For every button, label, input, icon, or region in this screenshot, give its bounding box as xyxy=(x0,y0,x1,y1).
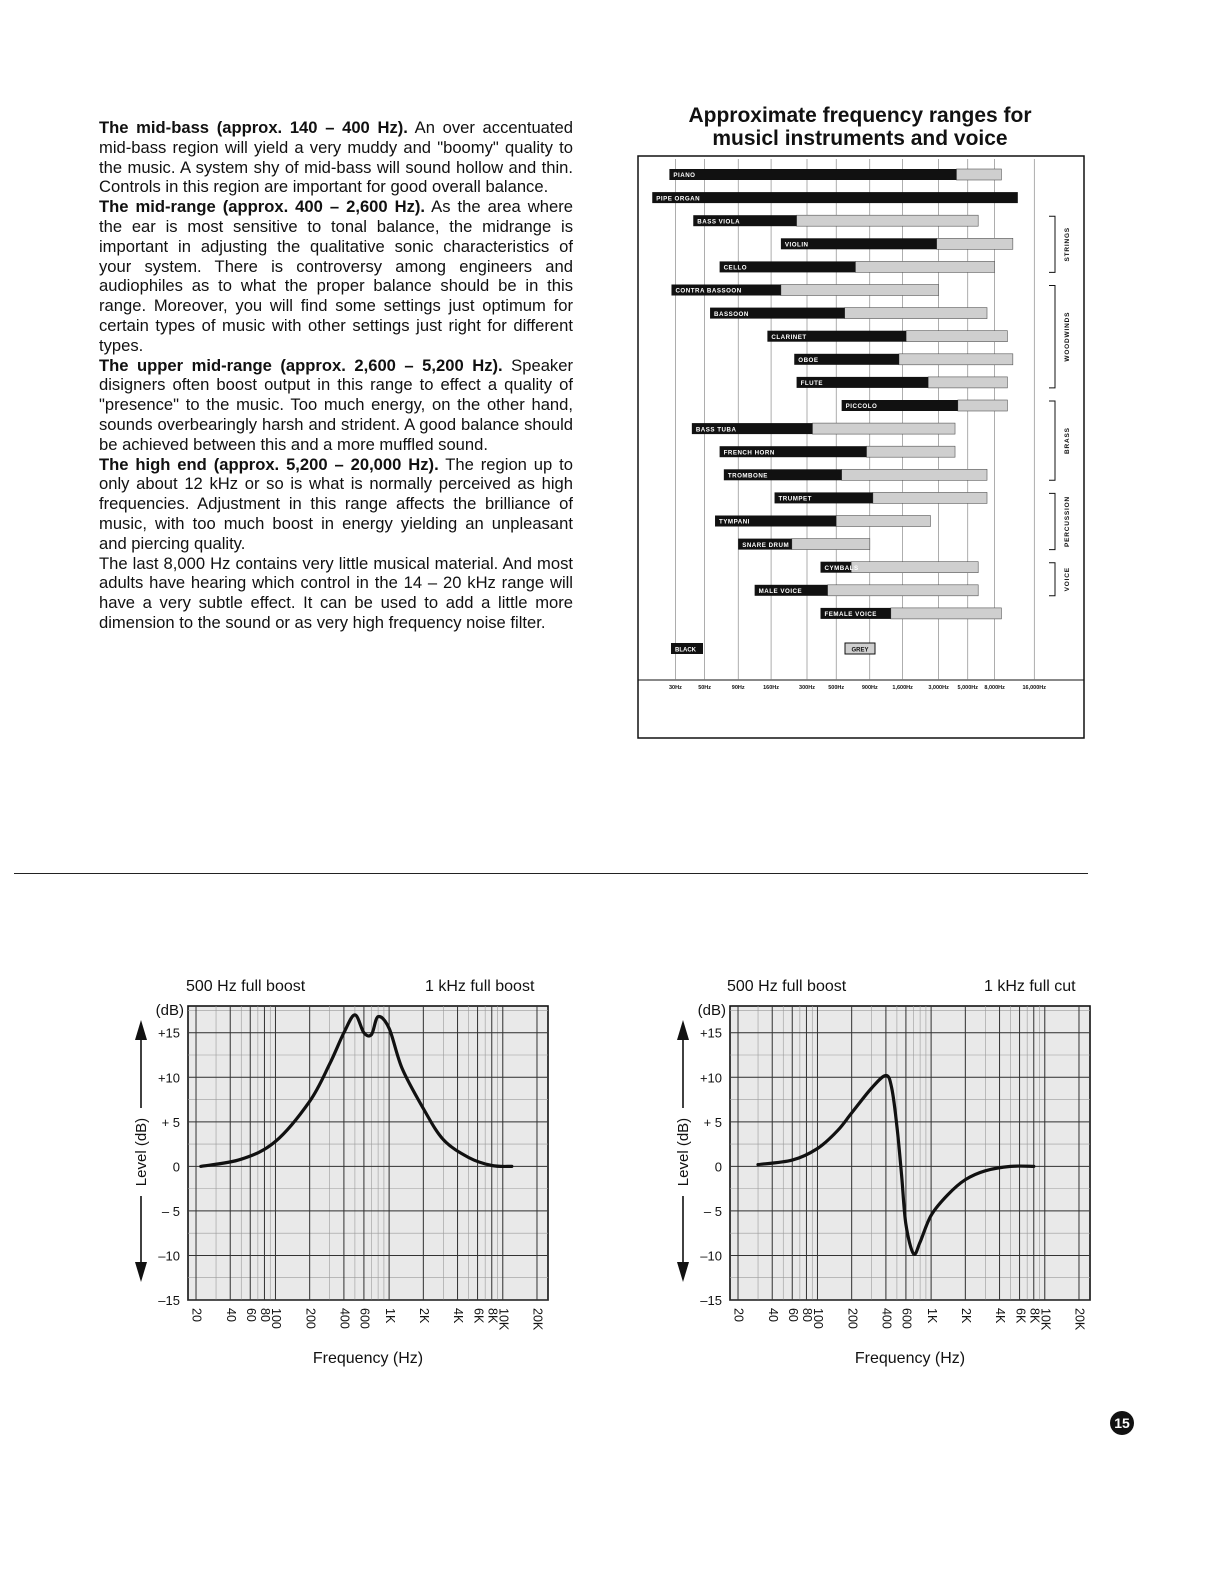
section-body: The region up to only about 12 kHz or so is what is normally perceived as high frequencies. Adjustment in this range affects the brilliance of music, with too much boost in energy yielding an unpleasant and piercing quality. xyxy=(99,454,573,553)
y-tick-label: +10 xyxy=(699,1070,722,1086)
instrument-label: PIPE ORGAN xyxy=(656,195,701,203)
eq1-caption-right: 1 kHz full boost xyxy=(425,978,535,995)
x-tick-label: 100 xyxy=(269,1308,284,1329)
x-tick-label: 100 xyxy=(811,1308,826,1329)
freq-chart-title xyxy=(640,104,1080,150)
x-tick-label: 200 xyxy=(303,1308,318,1329)
x-tick-label: 20K xyxy=(530,1308,545,1331)
x-tick-label: 80 xyxy=(800,1308,815,1322)
harmonic-bar xyxy=(792,539,870,550)
x-tick-label: 8K xyxy=(485,1308,500,1324)
x-tick-label: 3,000Hz xyxy=(928,685,949,691)
freq-chart-title-line2: musicl instruments and voice xyxy=(712,127,1008,150)
x-axis-label: Frequency (Hz) xyxy=(854,1350,966,1367)
instrument-label: PIANO xyxy=(673,172,696,180)
x-tick-label: 16,000Hz xyxy=(1022,685,1047,691)
x-tick-label: 900Hz xyxy=(861,685,878,691)
x-tick-label: 6K xyxy=(471,1308,486,1324)
divider xyxy=(14,873,1088,874)
instrument-label: VIOLIN xyxy=(784,241,809,249)
eq2-caption-right: 1 kHz full cut xyxy=(984,978,1076,995)
y-tick-label: –15 xyxy=(158,1293,180,1308)
instrument-label: CLARINET xyxy=(771,333,807,341)
fundamental-bar xyxy=(652,192,1018,203)
instrument-label: BASS TUBA xyxy=(695,426,737,434)
y-tick-label: +15 xyxy=(699,1025,722,1041)
y-tick-label: +10 xyxy=(157,1070,180,1086)
x-tick-label: 10K xyxy=(1038,1308,1053,1331)
x-tick-label: 200 xyxy=(845,1308,860,1329)
x-tick-label: 500Hz xyxy=(828,685,845,691)
x-tick-label: 20 xyxy=(189,1308,204,1322)
freq-chart-title-line1: Approximate frequency ranges for xyxy=(688,104,1032,127)
group-label: VOICE xyxy=(1064,567,1071,592)
x-tick-label: 90Hz xyxy=(731,685,745,691)
instrument-label: TYMPANI xyxy=(719,518,750,526)
x-tick-label: 8,000Hz xyxy=(984,685,1005,691)
y-tick-label: 0 xyxy=(172,1159,180,1175)
x-tick-label: 80 xyxy=(258,1308,273,1322)
y-unit-label: (dB) xyxy=(697,1002,726,1019)
instrument-label: FRENCH HORN xyxy=(723,449,775,457)
harmonic-bar xyxy=(845,308,987,319)
instrument-label: OBOE xyxy=(798,357,819,364)
y-axis-label: Level (dB) xyxy=(675,1117,692,1187)
harmonic-bar xyxy=(828,585,979,596)
harmonic-bar xyxy=(842,469,987,480)
harmonic-bar xyxy=(873,492,987,503)
x-tick-label: 30Hz xyxy=(668,685,682,691)
instrument-label: TROMBONE xyxy=(727,472,768,480)
instrument-label: MALE VOICE xyxy=(758,588,803,595)
harmonic-bar xyxy=(797,215,979,226)
section-high-end xyxy=(99,455,573,554)
x-tick-label: 60 xyxy=(243,1308,258,1322)
instrument-label: CONTRA BASSOON xyxy=(675,287,742,295)
group-label: WOODWINDS xyxy=(1064,311,1071,362)
group-label: BRASS xyxy=(1064,427,1071,455)
section-heading: The mid-bass (approx. 140 – 400 Hz). xyxy=(99,118,408,137)
instrument-label: TRUMPET xyxy=(778,495,812,503)
page-number: 15 xyxy=(1110,1411,1134,1435)
harmonic-bar xyxy=(937,238,1013,249)
group-label: PERCUSSION xyxy=(1064,496,1071,547)
instrument-label: CYMBALS xyxy=(824,564,859,572)
x-tick-label: 300Hz xyxy=(799,685,815,691)
x-tick-label: 2K xyxy=(417,1308,432,1324)
instrument-label: BASS VIOLA xyxy=(697,218,741,226)
section-last-8000 xyxy=(99,554,573,633)
x-tick-label: 160Hz xyxy=(763,685,780,691)
x-tick-label: 20 xyxy=(731,1308,746,1322)
harmonic-bar xyxy=(891,608,1002,619)
instrument-label: FLUTE xyxy=(800,380,824,388)
harmonic-bar xyxy=(958,400,1008,411)
y-tick-label: + 5 xyxy=(161,1114,180,1130)
instrument-label: BASSOON xyxy=(714,310,749,318)
y-tick-label: –15 xyxy=(700,1293,722,1308)
y-tick-label: –10 xyxy=(700,1248,722,1264)
x-tick-label: 60 xyxy=(785,1308,800,1322)
section-upper-mid-range xyxy=(99,356,573,455)
frequency-range-chart xyxy=(637,155,1087,745)
harmonic-bar xyxy=(899,354,1013,365)
x-tick-label: 10K xyxy=(496,1308,511,1331)
section-body: The last 8,000 Hz contains very little musical material. And most adults have hearing which control in the 14 – 20 kHz range will have a very subtle effect. It can be used to add a little more dimension to the sound or as very high frequency noise filter. xyxy=(99,553,573,632)
eq2-caption-left: 500 Hz full boost xyxy=(727,978,847,995)
x-tick-label: 40 xyxy=(765,1308,780,1322)
x-tick-label: 400 xyxy=(337,1308,352,1329)
x-tick-label: 1,600Hz xyxy=(892,685,913,691)
section-mid-range xyxy=(99,197,573,355)
group-label: STRINGS xyxy=(1064,227,1071,262)
x-tick-label: 4K xyxy=(451,1308,466,1324)
harmonic-bar xyxy=(956,169,1001,180)
instrument-label: CELLO xyxy=(723,264,748,272)
down-arrow-icon xyxy=(135,1262,147,1282)
x-tick-label: 1K xyxy=(924,1308,939,1324)
section-heading: The mid-range (approx. 400 – 2,600 Hz). xyxy=(99,197,426,217)
x-tick-label: 5,000Hz xyxy=(957,685,979,691)
legend-black-label: BLACK xyxy=(675,647,696,654)
up-arrow-icon xyxy=(677,1020,689,1040)
y-axis-label: Level (dB) xyxy=(133,1117,150,1187)
harmonic-bar xyxy=(851,562,978,573)
x-tick-label: 50Hz xyxy=(698,685,712,691)
instrument-label: PICCOLO xyxy=(845,403,878,411)
harmonic-bar xyxy=(836,516,930,527)
y-tick-label: – 5 xyxy=(161,1203,180,1219)
down-arrow-icon xyxy=(677,1262,689,1282)
x-tick-label: 8K xyxy=(1027,1308,1042,1324)
x-tick-label: 600 xyxy=(357,1308,372,1329)
y-tick-label: 0 xyxy=(714,1159,722,1175)
eq-response-chart-2 xyxy=(652,996,1102,1376)
eq1-caption-left: 500 Hz full boost xyxy=(186,978,306,995)
section-body: Speaker disigners often boost output in this range to effect a quality of "presence" to the music. Too much energy, on the other hand, sounds overbearingly harsh and strident. A good balance should be achieved between this and a more muffled sound. xyxy=(99,355,573,454)
x-tick-label: 40 xyxy=(223,1308,238,1322)
instrument-label: FEMALE VOICE xyxy=(824,611,877,619)
harmonic-bar xyxy=(906,331,1007,342)
harmonic-bar xyxy=(928,377,1007,388)
y-tick-label: +15 xyxy=(157,1025,180,1041)
article-text xyxy=(99,118,573,633)
instrument-label: SNARE DRUM xyxy=(742,541,790,549)
y-tick-label: – 5 xyxy=(703,1203,722,1219)
harmonic-bar xyxy=(855,261,994,272)
x-axis-label: Frequency (Hz) xyxy=(312,1350,424,1367)
x-tick-label: 600 xyxy=(899,1308,914,1329)
section-body: An over accentuated mid-bass region will yield a very muddy and "boomy" quality to the music. A system shy of mid-bass will sound hollow and thin. Controls in this region are important for good overall balance. xyxy=(99,118,573,197)
up-arrow-icon xyxy=(135,1020,147,1040)
section-body: As the area where the ear is most sensitive to tonal balance, the midrange is important in adjusting the qualitative sonic characteristics of your system. There is controversy among engineers and audiophiles as to what the proper balance should be in this range. Moreover, you will find some settings just optimum for certain types of music with other settings just right for different types. xyxy=(99,197,573,355)
legend-grey-label: GREY xyxy=(851,647,869,654)
harmonic-bar xyxy=(781,285,939,296)
fundamental-bar xyxy=(669,169,956,180)
section-heading: The high end (approx. 5,200 – 20,000 Hz). xyxy=(99,454,439,474)
x-tick-label: 4K xyxy=(993,1308,1008,1324)
x-tick-label: 20K xyxy=(1072,1308,1087,1331)
y-unit-label: (dB) xyxy=(155,1002,184,1019)
section-heading: The upper mid-range (approx. 2,600 – 5,200 Hz). xyxy=(99,355,503,375)
y-tick-label: –10 xyxy=(158,1248,180,1264)
y-tick-label: + 5 xyxy=(703,1114,722,1130)
harmonic-bar xyxy=(812,423,955,434)
section-mid-bass xyxy=(99,118,573,197)
eq-response-chart-1 xyxy=(110,996,560,1376)
x-tick-label: 400 xyxy=(879,1308,894,1329)
x-tick-label: 6K xyxy=(1013,1308,1028,1324)
x-tick-label: 2K xyxy=(959,1308,974,1324)
x-tick-label: 1K xyxy=(382,1308,397,1324)
harmonic-bar xyxy=(867,446,956,457)
